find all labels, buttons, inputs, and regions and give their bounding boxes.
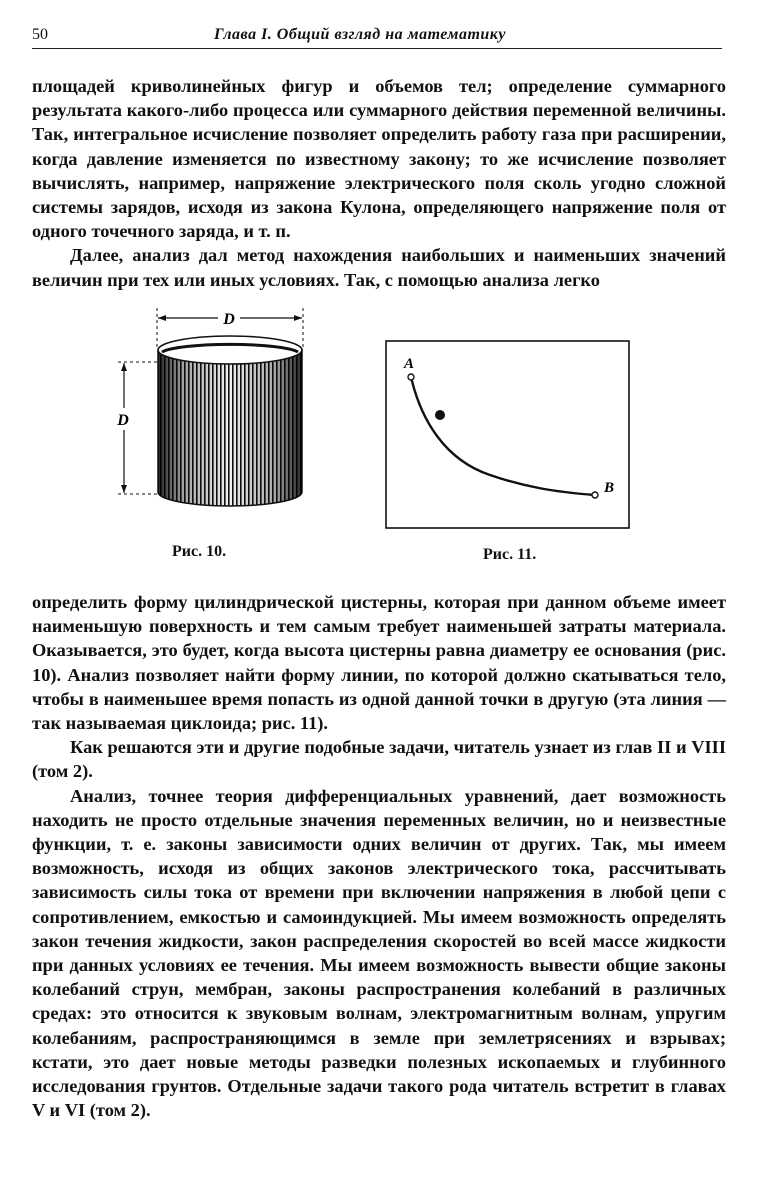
figure-10-caption: Рис. 10. <box>172 543 227 560</box>
paragraph: Как решаются эти и другие подобные задачи, читатель узнает из глав II и VIII (том 2). <box>32 737 726 782</box>
figure-10-label-top: D <box>223 311 235 328</box>
figure-10-cylinder <box>100 300 330 515</box>
paragraph: Анализ, точнее теория дифференциальных уравнений, дает возможность находить не просто отдельные значения переменных величин, но и неизвестные функции, т. е. законы зависимости одних величин от других. Так, мы имеем возможность, исходя из общих законов электрического тока, рассчитывать зависимость силы тока от времени при включении напряжения в любой цепи с сопротивлением, емкостью и самоиндукцией. Мы имеем возможность определять закон течения жидкости, закон распределения скоростей во всей массе жидкости при данных условиях ее течения. Мы имеем возможность вывести общие законы колебаний струн, мембран, законы распространения колебаний в различных средах: это относится к звуковым волнам, электромагнитным волнам, упругим колебаниям, распространяющимся в земле при землетрясениях и взрывах; кстати, это дает новые методы разведки полезных ископаемых и глубинного исследования грунтов. Отдельные задачи такого рода читатель встретит в главах V и VI (том 2). <box>32 785 726 1121</box>
page-number: 50 <box>32 26 48 43</box>
paragraph: площадей криволинейных фигур и объемов тел; определение суммарного результата какого-либо процесса или суммарного действия переменной величины. Так, интегральное исчисление позволяет определить работу газа при расширении, когда давление изменяется по известному закону; то же исчисление позволяет вычислять, например, напряжение электрического поля сколь угодно сложной системы зарядов, исходя из закона Кулона, определяющего напряжение поля от одного точечного заряда, и т. п. <box>32 76 726 242</box>
paragraph: Далее, анализ дал метод нахождения наибольших и наименьших значений величин при тех или иных условиях. Так, с помощью анализа легко <box>32 245 726 290</box>
page-header <box>32 26 722 48</box>
figure-11-label-a: A <box>403 356 415 372</box>
figure-10-label-side: D <box>117 412 129 429</box>
paragraph: определить форму цилиндрической цистерны, которая при данном объеме имеет наименьшую поверхность и тем самым требует наименьшей затраты материала. Оказывается, это будет, когда высота цистерны равна диаметру ее основания (рис. 10). Анализ позволяет найти форму линии, по которой должно скатываться тело, чтобы в наименьшее время попасть из одной данной точки в другую (эта линия — так называемая циклоида; рис. 11). <box>32 592 726 734</box>
header-rule <box>32 48 722 49</box>
text-block-top <box>32 74 726 292</box>
text-block-bottom <box>32 590 726 1122</box>
figure-11-cycloid <box>385 340 630 530</box>
figure-11-caption: Рис. 11. <box>483 546 537 563</box>
running-title: Глава I. Общий взгляд на математику <box>214 26 507 43</box>
figure-11-label-b: B <box>603 480 615 496</box>
